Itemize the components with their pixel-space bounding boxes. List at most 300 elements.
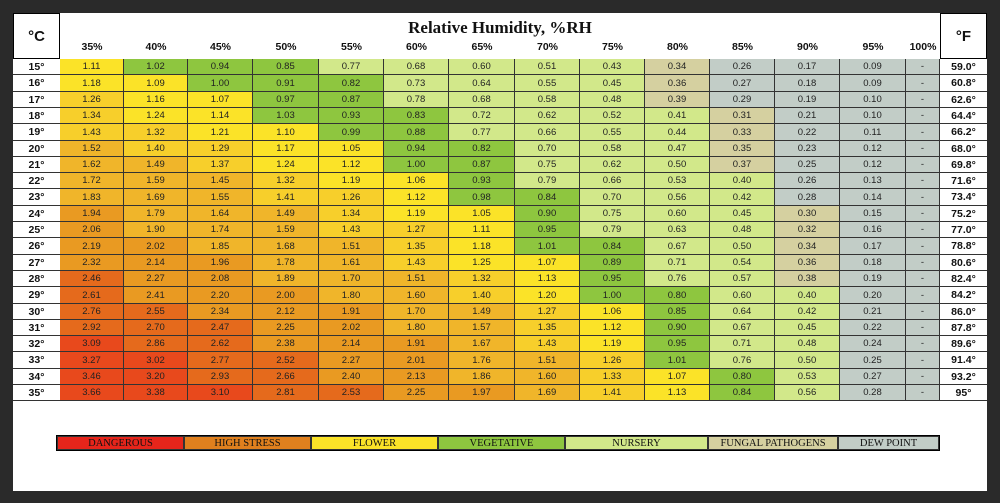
fahrenheit-row-label: 95° <box>940 385 987 401</box>
table-cell: 2.02 <box>124 238 188 255</box>
column-header: 80% <box>666 41 688 53</box>
table-cell: 0.18 <box>840 255 906 271</box>
celsius-row-label: 26° <box>13 238 60 255</box>
table-cell: 1.52 <box>60 141 124 157</box>
table-cell: 1.43 <box>60 124 124 141</box>
table-cell: 0.53 <box>775 369 840 385</box>
table-cell: 2.55 <box>124 304 188 320</box>
table-cell: 1.74 <box>188 222 253 238</box>
table-cell: 2.77 <box>188 352 253 369</box>
table-cell: 0.24 <box>840 336 906 352</box>
table-cell: 2.61 <box>60 287 124 304</box>
table-cell: 3.10 <box>188 385 253 401</box>
table-cell: 3.38 <box>124 385 188 401</box>
table-cell: 1.18 <box>60 75 124 92</box>
table-cell: 0.91 <box>253 75 319 92</box>
table-cell: 1.17 <box>253 141 319 157</box>
table-cell: 0.45 <box>775 320 840 336</box>
table-cell: 0.34 <box>775 238 840 255</box>
table-cell: 0.99 <box>319 124 384 141</box>
table-cell: 1.26 <box>319 189 384 206</box>
table-cell: 1.05 <box>449 206 515 222</box>
celsius-row-label: 22° <box>13 173 60 189</box>
celsius-row-label: 24° <box>13 206 60 222</box>
table-cell: 0.83 <box>384 108 449 124</box>
table-cell: 2.93 <box>188 369 253 385</box>
table-cell: 0.48 <box>580 92 645 108</box>
table-cell: 0.70 <box>515 141 580 157</box>
table-cell: 0.67 <box>710 320 775 336</box>
table-cell: 1.91 <box>384 336 449 352</box>
table-cell: 1.37 <box>188 157 253 173</box>
table-cell: 1.19 <box>580 336 645 352</box>
table-cell: 0.93 <box>319 108 384 124</box>
table-cell: 1.34 <box>60 108 124 124</box>
table-cell: 0.90 <box>645 320 710 336</box>
table-cell: 2.52 <box>253 352 319 369</box>
table-cell: 0.39 <box>645 92 710 108</box>
table-cell: 3.09 <box>60 336 124 352</box>
table-cell: 0.55 <box>515 75 580 92</box>
table-cell: 0.19 <box>840 271 906 287</box>
table-cell: 0.58 <box>515 92 580 108</box>
table-cell: 0.43 <box>580 59 645 75</box>
table-cell: 0.40 <box>775 287 840 304</box>
table-cell: 1.43 <box>515 336 580 352</box>
table-cell: 0.79 <box>580 222 645 238</box>
table-cell: 0.34 <box>645 59 710 75</box>
table-cell: 0.66 <box>515 124 580 141</box>
legend-item: FUNGAL PATHOGENS <box>708 436 838 450</box>
celsius-row-label: 30° <box>13 304 60 320</box>
table-cell: 0.50 <box>775 352 840 369</box>
table-cell: 1.40 <box>124 141 188 157</box>
table-cell: 1.07 <box>645 369 710 385</box>
table-cell: 0.45 <box>710 206 775 222</box>
table-cell: 0.89 <box>580 255 645 271</box>
table-cell: 1.35 <box>515 320 580 336</box>
table-cell: 0.87 <box>449 157 515 173</box>
table-cell: 0.28 <box>775 189 840 206</box>
table-cell: 0.68 <box>449 92 515 108</box>
table-cell: 1.49 <box>124 157 188 173</box>
table-cell: 1.33 <box>580 369 645 385</box>
chart-title: Relative Humidity, %RH <box>408 18 592 37</box>
table-cell: - <box>906 385 940 401</box>
table-cell: 1.16 <box>124 92 188 108</box>
table-cell: 0.50 <box>645 157 710 173</box>
celsius-row-label: 29° <box>13 287 60 304</box>
table-cell: 0.68 <box>384 59 449 75</box>
celsius-row-label: 15° <box>13 59 60 75</box>
table-cell: 0.58 <box>580 141 645 157</box>
table-cell: - <box>906 141 940 157</box>
table-cell: 1.94 <box>60 206 124 222</box>
table-cell: 1.64 <box>188 206 253 222</box>
table-cell: 2.47 <box>188 320 253 336</box>
celsius-row-label: 21° <box>13 157 60 173</box>
table-cell: - <box>906 238 940 255</box>
table-cell: 0.60 <box>645 206 710 222</box>
table-cell: 2.14 <box>319 336 384 352</box>
table-cell: 0.56 <box>645 189 710 206</box>
table-cell: 0.13 <box>840 173 906 189</box>
table-cell: 2.62 <box>188 336 253 352</box>
table-cell: 0.27 <box>710 75 775 92</box>
table-cell: 0.15 <box>840 206 906 222</box>
table-cell: 2.00 <box>253 287 319 304</box>
table-cell: 0.09 <box>840 59 906 75</box>
celsius-row-label: 17° <box>13 92 60 108</box>
table-cell: 0.82 <box>449 141 515 157</box>
table-cell: 2.14 <box>124 255 188 271</box>
table-cell: 1.57 <box>449 320 515 336</box>
table-cell: - <box>906 336 940 352</box>
table-cell: - <box>906 124 940 141</box>
table-cell: 2.20 <box>188 287 253 304</box>
table-cell: 0.18 <box>775 75 840 92</box>
table-cell: 1.51 <box>384 271 449 287</box>
column-header: 40% <box>145 41 167 53</box>
table-cell: 1.34 <box>319 206 384 222</box>
fahrenheit-row-label: 78.8° <box>940 238 987 255</box>
table-cell: - <box>906 320 940 336</box>
celsius-row-label: 32° <box>13 336 60 352</box>
table-cell: 3.20 <box>124 369 188 385</box>
table-cell: 0.26 <box>775 173 840 189</box>
table-cell: 0.56 <box>775 385 840 401</box>
fahrenheit-row-label: 82.4° <box>940 271 987 287</box>
table-cell: - <box>906 108 940 124</box>
table-cell: - <box>906 75 940 92</box>
table-cell: 0.16 <box>840 222 906 238</box>
column-header: 60% <box>405 41 427 53</box>
column-header: 50% <box>275 41 297 53</box>
table-cell: 0.30 <box>775 206 840 222</box>
table-cell: - <box>906 59 940 75</box>
fahrenheit-row-label: 60.8° <box>940 75 987 92</box>
legend-item: HIGH STRESS <box>184 436 311 450</box>
table-cell: 0.51 <box>515 59 580 75</box>
legend-item: DEW POINT <box>838 436 939 450</box>
table-cell: 0.23 <box>775 141 840 157</box>
table-cell: 1.68 <box>253 238 319 255</box>
fahrenheit-row-label: 77.0° <box>940 222 987 238</box>
table-cell: 0.84 <box>580 238 645 255</box>
fahrenheit-row-label: 80.6° <box>940 255 987 271</box>
table-cell: 1.80 <box>384 320 449 336</box>
table-cell: 0.94 <box>384 141 449 157</box>
table-cell: 0.41 <box>645 108 710 124</box>
table-cell: 1.85 <box>188 238 253 255</box>
table-cell: 0.79 <box>515 173 580 189</box>
table-cell: 1.97 <box>449 385 515 401</box>
column-header: 55% <box>340 41 362 53</box>
table-cell: 1.14 <box>188 108 253 124</box>
table-cell: 2.19 <box>60 238 124 255</box>
table-cell: 2.25 <box>253 320 319 336</box>
table-cell: 1.67 <box>449 336 515 352</box>
table-cell: 1.06 <box>384 173 449 189</box>
table-cell: 0.95 <box>580 271 645 287</box>
table-cell: 0.48 <box>775 336 840 352</box>
table-cell: 2.86 <box>124 336 188 352</box>
table-cell: 1.32 <box>449 271 515 287</box>
table-cell: 1.19 <box>384 206 449 222</box>
table-cell: 0.22 <box>840 320 906 336</box>
table-cell: 1.70 <box>319 271 384 287</box>
table-cell: 1.55 <box>188 189 253 206</box>
table-cell: - <box>906 206 940 222</box>
table-cell: 1.51 <box>515 352 580 369</box>
table-cell: 0.48 <box>710 222 775 238</box>
table-cell: 1.13 <box>515 271 580 287</box>
table-cell: - <box>906 255 940 271</box>
table-cell: 0.93 <box>449 173 515 189</box>
table-cell: 1.00 <box>188 75 253 92</box>
table-cell: 1.01 <box>645 352 710 369</box>
table-cell: 1.24 <box>253 157 319 173</box>
table-cell: 0.44 <box>645 124 710 141</box>
fahrenheit-row-label: 84.2° <box>940 287 987 304</box>
table-cell: 1.91 <box>319 304 384 320</box>
table-cell: 1.43 <box>384 255 449 271</box>
table-cell: 0.57 <box>710 271 775 287</box>
table-cell: 1.96 <box>188 255 253 271</box>
fahrenheit-row-label: 87.8° <box>940 320 987 336</box>
table-cell: 0.12 <box>840 141 906 157</box>
celsius-row-label: 34° <box>13 369 60 385</box>
table-cell: 2.02 <box>319 320 384 336</box>
table-cell: 0.73 <box>384 75 449 92</box>
table-cell: 1.59 <box>253 222 319 238</box>
table-cell: 1.09 <box>124 75 188 92</box>
table-cell: 1.10 <box>253 124 319 141</box>
table-cell: 2.27 <box>124 271 188 287</box>
table-cell: 1.70 <box>384 304 449 320</box>
table-cell: 0.17 <box>840 238 906 255</box>
table-cell: 1.07 <box>188 92 253 108</box>
table-cell: 2.25 <box>384 385 449 401</box>
table-cell: 0.29 <box>710 92 775 108</box>
table-cell: 0.21 <box>840 304 906 320</box>
table-cell: 0.52 <box>580 108 645 124</box>
table-cell: 0.09 <box>840 75 906 92</box>
table-cell: 2.13 <box>384 369 449 385</box>
table-cell: - <box>906 271 940 287</box>
table-cell: 1.90 <box>124 222 188 238</box>
table-cell: 0.84 <box>515 189 580 206</box>
table-cell: 0.70 <box>580 189 645 206</box>
legend-item: DANGEROUS <box>57 436 184 450</box>
table-cell: 1.35 <box>384 238 449 255</box>
table-cell: 1.21 <box>188 124 253 141</box>
table-cell: 0.71 <box>710 336 775 352</box>
table-cell: 0.80 <box>710 369 775 385</box>
celsius-row-label: 20° <box>13 141 60 157</box>
table-cell: 0.54 <box>710 255 775 271</box>
table-cell: 0.85 <box>645 304 710 320</box>
table-cell: 0.80 <box>645 287 710 304</box>
table-cell: 2.38 <box>253 336 319 352</box>
table-cell: 0.45 <box>580 75 645 92</box>
table-cell: 1.26 <box>60 92 124 108</box>
table-cell: 0.14 <box>840 189 906 206</box>
table-cell: 1.05 <box>319 141 384 157</box>
table-cell: 1.61 <box>319 255 384 271</box>
table-cell: 0.77 <box>319 59 384 75</box>
table-cell: 1.51 <box>319 238 384 255</box>
table-cell: 1.12 <box>319 157 384 173</box>
table-cell: 0.94 <box>188 59 253 75</box>
table-cell: 1.79 <box>124 206 188 222</box>
celsius-row-label: 33° <box>13 352 60 369</box>
table-cell: 0.87 <box>319 92 384 108</box>
fahrenheit-row-label: 62.6° <box>940 92 987 108</box>
fahrenheit-row-label: 68.0° <box>940 141 987 157</box>
table-cell: 0.22 <box>775 124 840 141</box>
table-cell: - <box>906 287 940 304</box>
celsius-row-label: 23° <box>13 189 60 206</box>
table-cell: 1.40 <box>449 287 515 304</box>
table-cell: 1.19 <box>319 173 384 189</box>
table-cell: 0.19 <box>775 92 840 108</box>
table-cell: 1.69 <box>124 189 188 206</box>
fahrenheit-row-label: 73.4° <box>940 189 987 206</box>
table-cell: 0.76 <box>645 271 710 287</box>
table-cell: 1.12 <box>384 189 449 206</box>
table-cell: 1.49 <box>253 206 319 222</box>
column-header: 85% <box>731 41 753 53</box>
celsius-row-label: 27° <box>13 255 60 271</box>
table-cell: 0.71 <box>645 255 710 271</box>
table-cell: - <box>906 222 940 238</box>
table-cell: - <box>906 92 940 108</box>
table-cell: 1.02 <box>124 59 188 75</box>
table-cell: 1.32 <box>253 173 319 189</box>
table-cell: 1.32 <box>124 124 188 141</box>
column-header: 45% <box>209 41 231 53</box>
table-cell: 1.86 <box>449 369 515 385</box>
celsius-row-label: 35° <box>13 385 60 401</box>
table-cell: 0.77 <box>449 124 515 141</box>
table-cell: 0.75 <box>580 206 645 222</box>
table-cell: 0.88 <box>384 124 449 141</box>
table-cell: 2.40 <box>319 369 384 385</box>
table-cell: 1.41 <box>253 189 319 206</box>
table-cell: 0.60 <box>710 287 775 304</box>
table-cell: 0.10 <box>840 108 906 124</box>
table-cell: 2.08 <box>188 271 253 287</box>
table-cell: 0.76 <box>710 352 775 369</box>
table-cell: 1.80 <box>319 287 384 304</box>
table-cell: 0.50 <box>710 238 775 255</box>
table-cell: 0.75 <box>515 157 580 173</box>
table-cell: - <box>906 173 940 189</box>
table-cell: 2.12 <box>253 304 319 320</box>
table-cell: 1.12 <box>580 320 645 336</box>
table-cell: 0.32 <box>775 222 840 238</box>
fahrenheit-row-label: 64.4° <box>940 108 987 124</box>
table-cell: 1.43 <box>319 222 384 238</box>
table-cell: 1.60 <box>384 287 449 304</box>
table-cell: 2.27 <box>319 352 384 369</box>
legend-item: VEGETATIVE <box>438 436 565 450</box>
table-cell: 3.46 <box>60 369 124 385</box>
table-cell: 1.13 <box>645 385 710 401</box>
table-cell: 0.53 <box>645 173 710 189</box>
table-cell: 0.95 <box>515 222 580 238</box>
fahrenheit-row-label: 69.8° <box>940 157 987 173</box>
table-cell: 0.25 <box>775 157 840 173</box>
table-cell: 1.60 <box>515 369 580 385</box>
table-cell: 1.62 <box>60 157 124 173</box>
fahrenheit-row-label: 59.0° <box>940 59 987 75</box>
table-cell: 2.01 <box>384 352 449 369</box>
table-cell: 3.66 <box>60 385 124 401</box>
table-cell: 1.06 <box>580 304 645 320</box>
table-cell: 1.01 <box>515 238 580 255</box>
table-cell: 0.42 <box>775 304 840 320</box>
table-cell: 1.72 <box>60 173 124 189</box>
table-cell: 0.84 <box>710 385 775 401</box>
column-header: 70% <box>536 41 558 53</box>
table-cell: 2.66 <box>253 369 319 385</box>
table-cell: 2.34 <box>188 304 253 320</box>
table-cell: 0.78 <box>384 92 449 108</box>
table-cell: 0.11 <box>840 124 906 141</box>
table-cell: 0.67 <box>645 238 710 255</box>
table-cell: 1.59 <box>124 173 188 189</box>
table-cell: 0.31 <box>710 108 775 124</box>
celsius-unit-header: °C <box>13 13 60 59</box>
table-cell: 0.36 <box>645 75 710 92</box>
table-cell: 0.66 <box>580 173 645 189</box>
table-cell: 1.00 <box>580 287 645 304</box>
table-cell: 3.02 <box>124 352 188 369</box>
table-cell: 1.41 <box>580 385 645 401</box>
column-header: 90% <box>796 41 818 53</box>
celsius-row-label: 18° <box>13 108 60 124</box>
column-header: 95% <box>862 41 884 53</box>
table-cell: 0.12 <box>840 157 906 173</box>
table-cell: - <box>906 189 940 206</box>
table-cell: 1.27 <box>384 222 449 238</box>
table-cell: 0.35 <box>710 141 775 157</box>
column-header: 35% <box>81 41 103 53</box>
table-cell: 1.26 <box>580 352 645 369</box>
table-cell: 1.83 <box>60 189 124 206</box>
legend-item: FLOWER <box>311 436 438 450</box>
table-cell: 0.17 <box>775 59 840 75</box>
table-cell: 0.95 <box>645 336 710 352</box>
table-cell: 1.20 <box>515 287 580 304</box>
table-cell: 1.69 <box>515 385 580 401</box>
table-cell: 1.25 <box>449 255 515 271</box>
table-cell: - <box>906 304 940 320</box>
column-header: 100% <box>909 41 937 53</box>
table-cell: 2.81 <box>253 385 319 401</box>
table-cell: 0.28 <box>840 385 906 401</box>
table-cell: 0.40 <box>710 173 775 189</box>
table-cell: 2.70 <box>124 320 188 336</box>
table-cell: 2.76 <box>60 304 124 320</box>
table-cell: 1.03 <box>253 108 319 124</box>
table-cell: - <box>906 157 940 173</box>
table-cell: 2.06 <box>60 222 124 238</box>
table-cell: 1.78 <box>253 255 319 271</box>
table-cell: 0.62 <box>515 108 580 124</box>
